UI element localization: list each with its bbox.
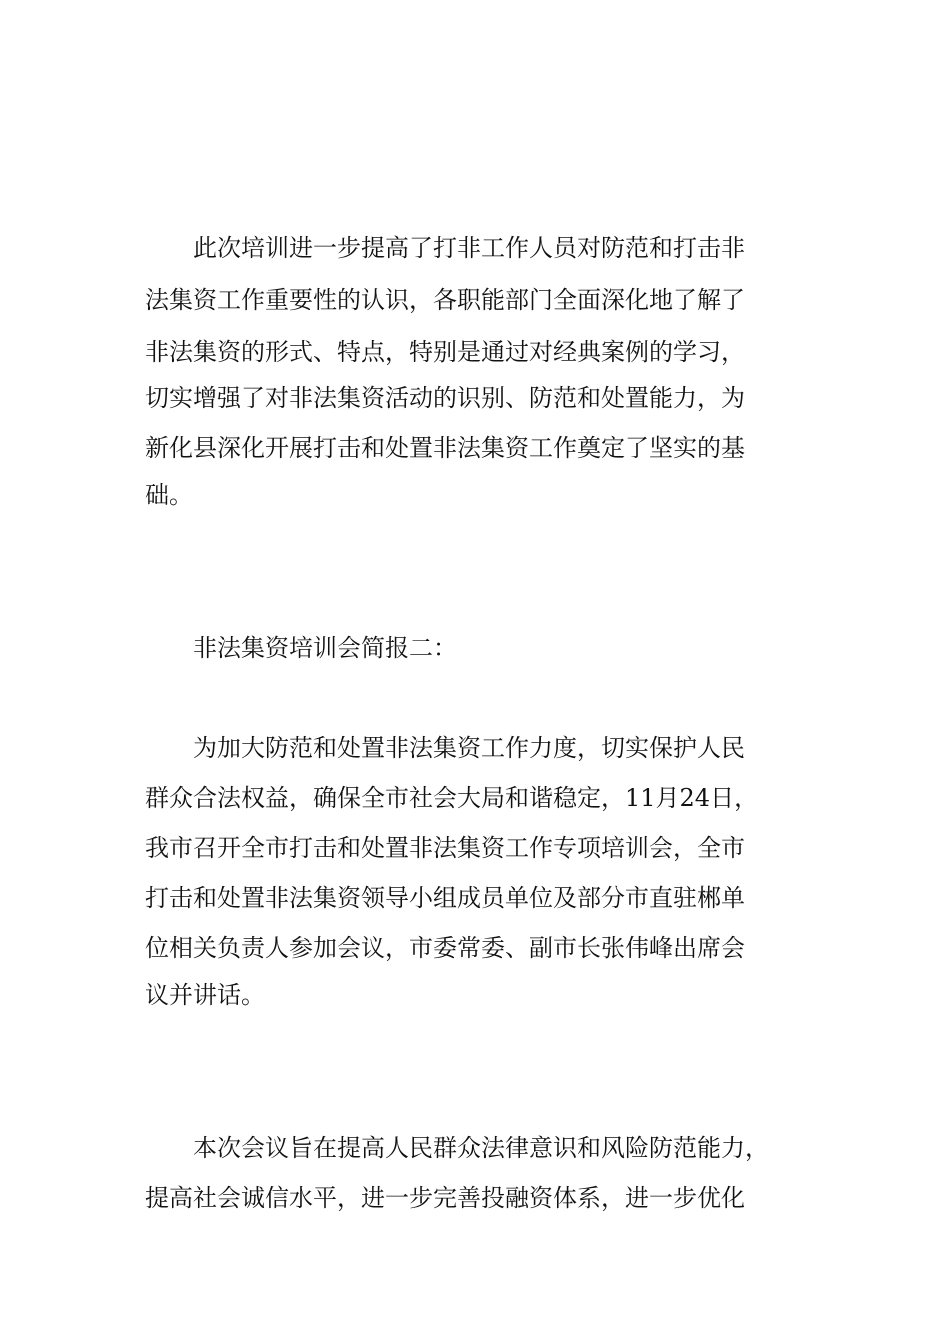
paragraph-1-line-4: 切实增强了对非法集资活动的识别、防范和处置能力，为	[145, 384, 745, 412]
paragraph-2-line-2: 群众合法权益，确保全市社会大局和谐稳定，11月24日，	[145, 784, 759, 812]
paragraph-2-line-4: 打击和处置非法集资领导小组成员单位及部分市直驻郴单	[145, 884, 745, 912]
paragraph-1-line-3: 非法集资的形式、特点，特别是通过对经典案例的学习，	[145, 338, 745, 366]
paragraph-1-line-1: 此次培训进一步提高了打非工作人员对防范和打击非	[145, 234, 745, 262]
paragraph-1-line-5: 新化县深化开展打击和处置非法集资工作奠定了坚实的基	[145, 434, 745, 462]
paragraph-3-line-1: 本次会议旨在提高人民群众法律意识和风险防范能力，	[145, 1134, 769, 1162]
paragraph-1-line-2: 法集资工作重要性的认识，各职能部门全面深化地了解了	[145, 286, 745, 314]
paragraph-2-line-5: 位相关负责人参加会议，市委常委、副市长张伟峰出席会	[145, 934, 745, 962]
paragraph-1-line-6: 础。	[145, 481, 193, 509]
section-heading-text: 非法集资培训会简报二：	[145, 634, 457, 662]
paragraph-2-line-1: 为加大防范和处置非法集资工作力度，切实保护人民	[145, 734, 745, 762]
paragraph-3-line-2: 提高社会诚信水平，进一步完善投融资体系，进一步优化	[145, 1184, 745, 1212]
paragraph-2-line-6: 议并讲话。	[145, 981, 265, 1009]
paragraph-2-line-3: 我市召开全市打击和处置非法集资工作专项培训会，全市	[145, 834, 745, 862]
